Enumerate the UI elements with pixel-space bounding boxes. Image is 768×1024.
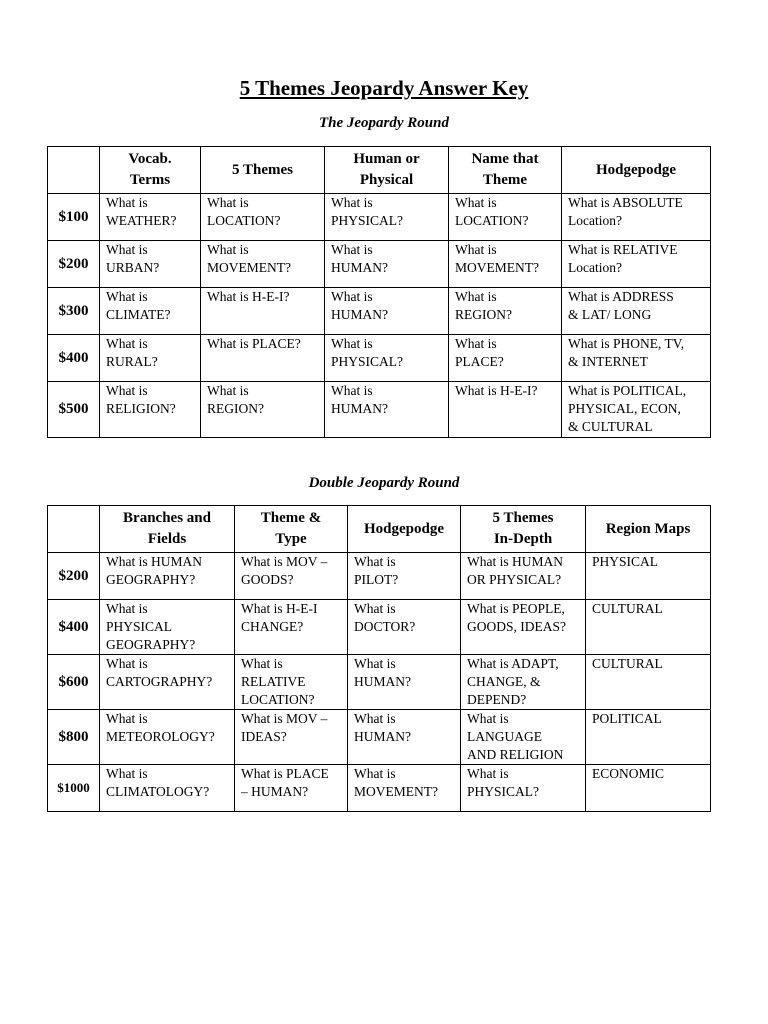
answer-cell: What is MOV – GOODS? xyxy=(235,553,348,600)
point-value: $200 xyxy=(48,553,100,600)
answer-cell: What is HUMAN? xyxy=(348,655,461,710)
answer-cell: What is REGION? xyxy=(449,288,562,335)
answer-cell: What is PILOT? xyxy=(348,553,461,600)
answer-cell: What is RELATIVE LOCATION? xyxy=(235,655,348,710)
category-header: 5 Themes xyxy=(201,147,325,194)
header-row xyxy=(48,147,711,194)
answer-cell: What is LOCATION? xyxy=(201,194,325,241)
answer-cell: What is CLIMATE? xyxy=(100,288,201,335)
table-row xyxy=(48,765,711,812)
answer-cell: What is CARTOGRAPHY? xyxy=(100,655,235,710)
answer-cell: What is MOVEMENT? xyxy=(201,241,325,288)
table-row xyxy=(48,600,711,655)
answer-cell: What is H-E-I? xyxy=(449,382,562,438)
answer-cell: CULTURAL xyxy=(586,655,711,710)
answer-cell: What is HUMAN OR PHYSICAL? xyxy=(461,553,586,600)
answer-cell: What is HUMAN GEOGRAPHY? xyxy=(100,553,235,600)
answer-cell: What is LANGUAGE AND RELIGION xyxy=(461,710,586,765)
answer-cell: What is LOCATION? xyxy=(449,194,562,241)
answer-cell: What is MOV – IDEAS? xyxy=(235,710,348,765)
answer-cell: What is PHYSICAL? xyxy=(461,765,586,812)
answer-cell: What is ADDRESS & LAT/ LONG xyxy=(562,288,711,335)
point-value: $500 xyxy=(48,382,100,438)
answer-cell: ECONOMIC xyxy=(586,765,711,812)
point-value: $1000 xyxy=(48,765,100,812)
answer-cell: What is PHYSICAL GEOGRAPHY? xyxy=(100,600,235,655)
answer-cell: What is ABSOLUTE Location? xyxy=(562,194,711,241)
point-value: $400 xyxy=(48,600,100,655)
point-value: $200 xyxy=(48,241,100,288)
category-header: Hodgepodge xyxy=(348,506,461,553)
answer-cell: What is H-E-I CHANGE? xyxy=(235,600,348,655)
double-jeopardy-round-title: Double Jeopardy Round xyxy=(308,475,460,491)
answer-cell: What is HUMAN? xyxy=(325,382,449,438)
answer-cell: What is DOCTOR? xyxy=(348,600,461,655)
category-header: 5 Themes In-Depth xyxy=(461,506,586,553)
table-row xyxy=(48,241,711,288)
point-value: $400 xyxy=(48,335,100,382)
category-header: Branches and Fields xyxy=(100,506,235,553)
corner-cell xyxy=(48,506,100,553)
answer-cell: What is RELIGION? xyxy=(100,382,201,438)
answer-cell: CULTURAL xyxy=(586,600,711,655)
header-row xyxy=(48,506,711,553)
answer-cell: What is REGION? xyxy=(201,382,325,438)
answer-cell: What is PLACE? xyxy=(449,335,562,382)
answer-cell: What is CLIMATOLOGY? xyxy=(100,765,235,812)
answer-cell: What is WEATHER? xyxy=(100,194,201,241)
answer-cell: What is PHYSICAL? xyxy=(325,194,449,241)
table-row xyxy=(48,335,711,382)
category-header: Theme & Type xyxy=(235,506,348,553)
category-header: Vocab. Terms xyxy=(100,147,201,194)
table-row xyxy=(48,194,711,241)
document-title: 5 Themes Jeopardy Answer Key xyxy=(239,76,529,100)
answer-cell: What is MOVEMENT? xyxy=(449,241,562,288)
table-row xyxy=(48,288,711,335)
answer-cell: What is HUMAN? xyxy=(325,288,449,335)
answer-cell: What is PHONE, TV, & INTERNET xyxy=(562,335,711,382)
jeopardy-round-title: The Jeopardy Round xyxy=(318,115,449,131)
answer-cell: What is MOVEMENT? xyxy=(348,765,461,812)
answer-cell: What is URBAN? xyxy=(100,241,201,288)
category-header: Name that Theme xyxy=(449,147,562,194)
answer-cell: What is PLACE? xyxy=(201,335,325,382)
table-row xyxy=(48,382,711,438)
answer-cell: What is PHYSICAL? xyxy=(325,335,449,382)
point-value: $100 xyxy=(48,194,100,241)
answer-cell: What is RELATIVE Location? xyxy=(562,241,711,288)
table-row xyxy=(48,655,711,710)
answer-cell: What is PEOPLE, GOODS, IDEAS? xyxy=(461,600,586,655)
answer-cell: What is H-E-I? xyxy=(201,288,325,335)
corner-cell xyxy=(48,147,100,194)
table-row xyxy=(48,553,711,600)
answer-cell: PHYSICAL xyxy=(586,553,711,600)
answer-cell: What is HUMAN? xyxy=(348,710,461,765)
answer-cell: What is METEOROLOGY? xyxy=(100,710,235,765)
category-header: Human or Physical xyxy=(325,147,449,194)
jeopardy-round-table xyxy=(47,146,711,438)
category-header: Region Maps xyxy=(586,506,711,553)
category-header: Hodgepodge xyxy=(562,147,711,194)
point-value: $300 xyxy=(48,288,100,335)
table-row xyxy=(48,710,711,765)
answer-cell: What is POLITICAL, PHYSICAL, ECON, & CULTURAL xyxy=(562,382,711,438)
answer-cell: What is ADAPT, CHANGE, & DEPEND? xyxy=(461,655,586,710)
answer-cell: POLITICAL xyxy=(586,710,711,765)
double-jeopardy-round-table xyxy=(47,505,711,812)
answer-cell: What is PLACE – HUMAN? xyxy=(235,765,348,812)
point-value: $600 xyxy=(48,655,100,710)
answer-cell: What is RURAL? xyxy=(100,335,201,382)
answer-cell: What is HUMAN? xyxy=(325,241,449,288)
point-value: $800 xyxy=(48,710,100,765)
